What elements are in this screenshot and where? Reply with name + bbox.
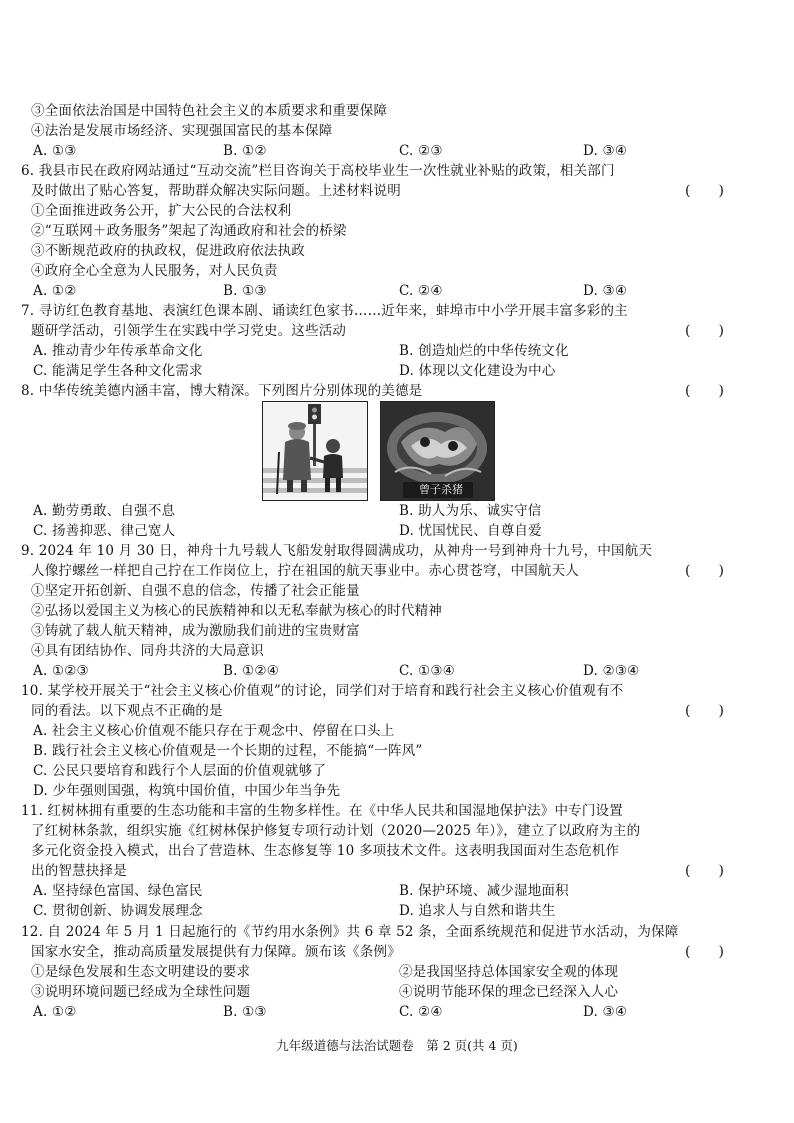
q7-option-d: D. 体现以文化建设为中心: [399, 363, 556, 379]
q9-option-d: D. ②③④: [583, 663, 640, 679]
q7-option-a: A. 推动青少年传承革命文化: [33, 343, 203, 359]
q10-answer-blank: ( ): [685, 703, 724, 719]
q11-stem-line-1: 11. 红树林拥有重要的生态功能和丰富的生物多样性。在《中华人民共和国湿地保护法》中专门设置: [21, 803, 623, 819]
q12-answer-blank: ( ): [685, 944, 724, 960]
q10-stem-line-1: 10. 某学校开展关于“社会主义核心价值观”的讨论，同学们对于培育和践行社会主义核心价值观有不: [21, 683, 624, 699]
q10-option-b: B. 践行社会主义核心价值观是一个长期的过程，不能搞“一阵风”: [33, 743, 423, 759]
q6-option-a: A. ①②: [33, 283, 77, 299]
q10-option-a: A. 社会主义核心价值观不能只存在于观念中、停留在口头上: [33, 723, 395, 739]
q12-item-3: ③说明环境问题已经成为全球性问题: [31, 984, 251, 1000]
q5-option-c: C. ②③: [399, 143, 443, 159]
q11-answer-blank: ( ): [685, 863, 724, 879]
q12-item-1: ①是绿色发展和生态文明建设的要求: [31, 964, 251, 980]
q12-option-a: A. ①②: [33, 1004, 77, 1020]
q5-item-4: ④法治是发展市场经济、实现强国富民的基本保障: [31, 123, 333, 139]
q9-option-b: B. ①②④: [223, 663, 280, 679]
q10-stem-line-2: 同的看法。以下观点不正确的是: [31, 703, 223, 719]
q8-option-c: C. 扬善抑恶、律己宽人: [33, 523, 176, 539]
q9-option-c: C. ①③④: [399, 663, 455, 679]
q12-item-2: ②是我国坚持总体国家安全观的体现: [399, 964, 619, 980]
q8-answer-blank: ( ): [685, 383, 724, 399]
page-footer: 九年级道德与法治试题卷 第 2 页(共 4 页): [276, 1038, 518, 1053]
q6-item-4: ④政府全心全意为人民服务，对人民负责: [31, 263, 278, 279]
q12-stem-line-2: 国家水安全，推动高质量发展提供有力保障。颁布该《条例》: [31, 944, 401, 960]
q11-option-d: D. 追求人与自然和谐共生: [399, 903, 556, 919]
q11-stem-line-3: 多元化资金投入模式，出台了营造林、生态修复等 10 多项技术文件。这表明我国面对生态危机作: [31, 843, 620, 859]
q6-option-c: C. ②④: [399, 283, 443, 299]
q6-stem-line-2: 及时做出了贴心答复，帮助群众解决实际问题。上述材料说明: [31, 183, 401, 199]
q7-stem-line-1: 7. 寻访红色教育基地、表演红色课本剧、诵读红色家书……近年来，蚌埠市中小学开展丰富多彩的主: [21, 303, 628, 319]
q5-item-3: ③全面依法治国是中国特色社会主义的本质要求和重要保障: [31, 103, 388, 119]
picture-zengzi-story: [380, 401, 495, 501]
q6-item-3: ③不断规范政府的执政权，促进政府依法执政: [31, 243, 305, 259]
q12-option-d: D. ③④: [583, 1004, 628, 1020]
q8-option-b: B. 助人为乐、诚实守信: [399, 503, 542, 519]
q6-option-d: D. ③④: [583, 283, 628, 299]
picture-caption: 曾子杀猪: [419, 483, 463, 496]
q12-option-c: C. ②④: [399, 1004, 443, 1020]
q7-option-c: C. 能满足学生各种文化需求: [33, 363, 203, 379]
q12-stem-line-1: 12. 自 2024 年 5 月 1 日起施行的《节约用水条例》共 6 章 52 条，全面系统规范和促进节水活动，为保障: [21, 924, 679, 940]
q7-option-b: B. 创造灿烂的中华传统文化: [399, 343, 569, 359]
q9-item-4: ④具有团结协作、同舟共济的大局意识: [31, 643, 264, 659]
q12-item-4: ④说明节能环保的理念已经深入人心: [399, 984, 619, 1000]
helping-elder-illustration: [263, 402, 367, 500]
q7-stem-line-2: 题研学活动，引领学生在实践中学习党史。这些活动: [31, 323, 347, 339]
q5-option-a: A. ①③: [33, 143, 77, 159]
q11-option-a: A. 坚持绿色富国、绿色富民: [33, 883, 203, 899]
q10-option-c: C. 公民只要培育和践行个人层面的价值观就够了: [33, 763, 327, 779]
q6-answer-blank: ( ): [685, 183, 724, 199]
q5-option-b: B. ①②: [223, 143, 267, 159]
q9-stem-line-1: 9. 2024 年 10 月 30 日，神舟十九号载人飞船发射取得圆满成功，从神舟一号到神舟十九号，中国航天: [21, 543, 653, 559]
q9-option-a: A. ①②③: [33, 663, 89, 679]
q7-answer-blank: ( ): [685, 323, 724, 339]
q8-option-a: A. 勤劳勇敢、自强不息: [33, 503, 176, 519]
q6-option-b: B. ①③: [223, 283, 267, 299]
q11-stem-line-2: 了红树林条款，组织实施《红树林保护修复专项行动计划（2020—2025 年）》，建立了以政府为主的: [31, 823, 641, 839]
q8-stem: 8. 中华传统美德内涵丰富，博大精深。下列图片分别体现的美德是: [21, 383, 423, 399]
q9-stem-line-2: 人像拧螺丝一样把自己拧在工作岗位上，拧在祖国的航天事业中。赤心贯苍穹，中国航天人: [31, 563, 579, 579]
q11-stem-line-4: 出的智慧抉择是: [31, 863, 127, 879]
q9-answer-blank: ( ): [685, 563, 724, 579]
q6-stem-line-1: 6. 我县市民在政府网站通过“互动交流”栏目咨询关于高校毕业生一次性就业补贴的政策，相关部门: [21, 163, 615, 179]
q6-item-1: ①全面推进政务公开，扩大公民的合法权利: [31, 203, 292, 219]
q9-item-2: ②弘扬以爱国主义为核心的民族精神和以无私奉献为核心的时代精神: [31, 603, 442, 619]
q11-option-c: C. 贯彻创新、协调发展理念: [33, 903, 203, 919]
q11-option-b: B. 保护环境、减少湿地面积: [399, 883, 569, 899]
q8-option-d: D. 忧国忧民、自尊自爱: [399, 523, 542, 539]
picture-helping-elder: [262, 401, 368, 501]
q6-item-2: ②“互联网＋政务服务”架起了沟通政府和社会的桥梁: [31, 223, 347, 239]
q9-item-3: ③铸就了载人航天精神，成为激励我们前进的宝贵财富: [31, 623, 360, 639]
q5-option-d: D. ③④: [583, 143, 628, 159]
q12-option-b: B. ①③: [223, 1004, 267, 1020]
q9-item-1: ①坚定开拓创新、自强不息的信念，传播了社会正能量: [31, 583, 360, 599]
q10-option-d: D. 少年强则国强，构筑中国价值，中国少年当争先: [33, 783, 341, 799]
